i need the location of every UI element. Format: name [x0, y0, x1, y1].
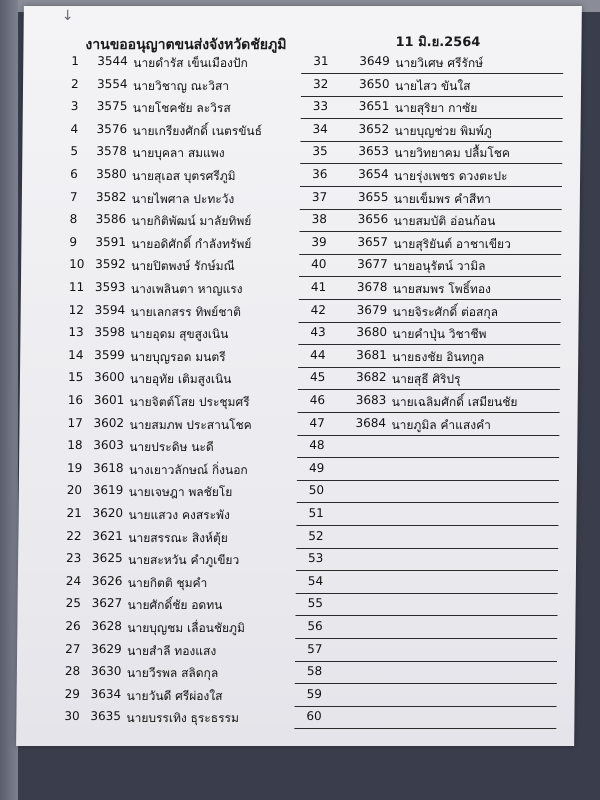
row-code: 3628	[91, 619, 123, 633]
list-row	[59, 73, 309, 97]
list-row	[59, 95, 309, 119]
pin-mark-icon: ↓	[61, 8, 74, 24]
row-number: 57	[307, 641, 323, 656]
row-code: 3654	[358, 167, 389, 181]
list-row	[58, 140, 308, 164]
list-row	[55, 434, 305, 458]
row-name: นายบุญรอด มนตรี	[130, 349, 226, 364]
list-row	[58, 186, 308, 210]
row-name: นายสุริยันต์ อาชาเขียว	[393, 236, 511, 251]
row-number: 17	[67, 415, 83, 430]
row-name: นายธงชัย อินทกูล	[392, 349, 485, 364]
row-code: 3586	[95, 212, 127, 227]
row-name: นายประดิษ นะดี	[129, 440, 214, 455]
row-number: 24	[65, 573, 82, 588]
list-row	[300, 163, 562, 187]
row-code: 3576	[96, 121, 128, 136]
row-number: 34	[312, 121, 328, 136]
row-number: 7	[69, 189, 78, 204]
row-code: 3629	[91, 641, 122, 656]
row-code: 3679	[356, 302, 388, 317]
row-name: นายเลกสรร ทิพย์ชาติ	[130, 304, 241, 319]
row-name: นางเยาวลักษณ์ กิ่งนอก	[128, 462, 248, 477]
list-row	[55, 479, 305, 503]
row-code: 3677	[357, 257, 388, 272]
row-number: 22	[66, 528, 82, 543]
list-row	[299, 299, 561, 323]
row-code: 3649	[359, 54, 390, 68]
row-number: 19	[66, 460, 83, 475]
row-code: 3594	[94, 302, 126, 317]
row-code: 3582	[95, 189, 127, 204]
row-code: 3680	[356, 325, 388, 340]
list-row	[300, 140, 562, 164]
list-row	[53, 638, 303, 662]
list-row	[58, 118, 308, 142]
row-number: 46	[309, 393, 326, 407]
row-code: 3580	[96, 167, 127, 181]
row-name: นายเข็มพร คำสีทา	[393, 191, 492, 206]
row-name: นายไพศาล ปะทะวัง	[131, 191, 235, 206]
row-number: 40	[311, 257, 327, 272]
row-name: นายสมภพ ประสานโชค	[129, 417, 252, 432]
list-row	[299, 276, 561, 300]
row-underline	[294, 728, 556, 729]
row-number: 18	[67, 438, 83, 453]
list-row	[298, 321, 560, 345]
list-row	[53, 683, 303, 707]
row-name: นายสำลี ทองแสง	[127, 643, 217, 658]
row-name: นายเฉลิมศักดิ์ เสมียนชัย	[391, 395, 518, 409]
row-name: นายอนุรัตน์ วามิล	[393, 259, 486, 274]
row-number: 29	[64, 686, 81, 701]
list-row	[301, 50, 563, 74]
list-row	[297, 412, 559, 436]
row-number: 10	[69, 257, 85, 272]
row-name: นายบรรเทิง ธุระธรรม	[126, 711, 240, 726]
row-code: 3575	[96, 99, 128, 114]
row-code: 3625	[92, 551, 123, 566]
list-row	[52, 705, 302, 729]
row-code: 3603	[93, 438, 124, 453]
list-row	[297, 479, 559, 503]
row-code: 3554	[96, 76, 128, 91]
row-number: 15	[67, 370, 84, 385]
list-row	[57, 299, 307, 323]
row-number: 32	[312, 76, 329, 91]
list-row	[300, 186, 562, 210]
row-number: 9	[69, 234, 78, 249]
list-row	[57, 276, 307, 300]
list-row	[295, 683, 557, 707]
row-code: 3627	[91, 596, 123, 611]
list-row	[299, 253, 561, 277]
row-code: 3652	[358, 121, 390, 136]
row-name: นายสมบัติ อ่อนก้อน	[393, 214, 496, 229]
row-number: 3	[70, 99, 79, 114]
row-code: 3681	[356, 347, 387, 362]
row-name: นายสุเอส บุตรศรีภูมิ	[132, 169, 236, 183]
row-code: 3657	[357, 234, 389, 249]
row-code: 3599	[94, 347, 125, 362]
row-number: 27	[65, 641, 81, 656]
list-row	[56, 344, 306, 368]
list-row	[56, 389, 306, 413]
row-name: นายเจษฎา พลชัยโย	[128, 485, 233, 500]
row-number: 58	[306, 664, 323, 679]
row-number: 45	[309, 370, 326, 385]
list-row	[54, 525, 304, 549]
row-code: 3598	[94, 325, 126, 340]
row-code: 3682	[355, 370, 387, 385]
list-row	[298, 344, 560, 368]
list-row	[55, 412, 305, 436]
row-number: 21	[66, 506, 82, 520]
row-name: นายสะหวัน คำภูเขียว	[127, 553, 240, 568]
row-code: 3620	[92, 506, 124, 520]
row-code: 3626	[91, 573, 123, 588]
list-row	[300, 208, 562, 232]
list-row	[295, 660, 557, 684]
row-code: 3634	[90, 686, 122, 701]
row-number: 12	[68, 302, 85, 317]
row-number: 59	[306, 686, 323, 701]
list-row	[53, 615, 303, 639]
row-number: 16	[67, 393, 84, 407]
row-name: นายแสวง คงสระพัง	[128, 508, 230, 522]
row-name: นายโชคชัย ละวิรส	[132, 101, 231, 116]
row-number: 41	[310, 280, 327, 294]
list-row	[53, 660, 303, 684]
row-name: นายสุธี ศิริปรุ	[391, 372, 461, 387]
row-number: 6	[70, 167, 78, 181]
row-code: 3656	[357, 212, 389, 227]
list-row	[300, 118, 562, 142]
row-number: 48	[309, 438, 325, 453]
row-name: นายศักดิ์ชัย อดทน	[127, 598, 223, 613]
row-code: 3578	[96, 144, 127, 159]
row-number: 49	[308, 460, 325, 475]
row-number: 1	[71, 54, 80, 68]
row-number: 55	[307, 596, 323, 611]
row-number: 35	[312, 144, 328, 159]
list-row	[56, 321, 306, 345]
list-row	[56, 366, 306, 390]
list-row	[295, 615, 557, 639]
row-number: 39	[311, 234, 327, 249]
row-number: 44	[310, 347, 326, 362]
row-number: 5	[70, 144, 79, 159]
row-number: 54	[307, 573, 324, 588]
row-number: 36	[312, 167, 328, 181]
row-code: 3653	[358, 144, 389, 159]
row-number: 50	[308, 483, 325, 498]
row-name: นางเพลินตา หาญแรง	[130, 282, 243, 296]
row-name: นายไสว ขันใส	[394, 78, 471, 93]
row-name: นายสุริยา กาซัย	[394, 101, 478, 116]
row-name: นายบุญช่วย พิมพ์ภู	[394, 123, 492, 138]
list-row	[54, 547, 304, 571]
row-name: นายวิชาญ ณะวิสา	[132, 78, 230, 93]
document-date: 11 มิ.ย.2564	[395, 35, 481, 50]
row-number: 60	[306, 709, 322, 724]
list-row	[54, 502, 304, 526]
row-number: 14	[68, 347, 84, 362]
row-name: นายสรรณะ สิงห์ตุ้ย	[128, 530, 228, 545]
row-name: นายปิตพงษ์ รักษ์มณี	[131, 259, 235, 274]
row-number: 25	[65, 596, 81, 611]
row-number: 42	[310, 302, 327, 317]
row-name: นายเกรียงศักดิ์ เนตรขันธ์	[132, 123, 263, 138]
row-number: 11	[68, 280, 85, 294]
row-number: 53	[308, 551, 324, 566]
row-code: 3618	[92, 460, 124, 475]
row-number: 52	[308, 528, 324, 543]
row-name: นายภูมิล คำแสงคำ	[391, 417, 491, 432]
list-row	[58, 208, 308, 232]
list-row	[297, 457, 559, 481]
list-row	[57, 253, 307, 277]
row-code: 3635	[90, 709, 122, 724]
row-name: นายวีรพล สลิดกุล	[126, 666, 219, 681]
row-name: นายกิติพัฒน์ มาลัยทิพย์	[131, 214, 252, 229]
list-row	[55, 457, 305, 481]
list-row	[298, 366, 560, 390]
list-row	[295, 592, 557, 616]
row-name: นายรุ่งเพชร ดวงตะปะ	[394, 169, 508, 183]
row-code: 3655	[357, 189, 389, 204]
row-number: 38	[311, 212, 327, 227]
row-code: 3683	[355, 393, 387, 407]
row-code: 3684	[355, 415, 387, 430]
row-code: 3650	[358, 76, 390, 91]
row-name: นายอดิศักดิ์ กำลังทรัพย์	[131, 236, 252, 251]
list-row	[59, 50, 309, 74]
row-name: นายสมพร โพธิ์ทอง	[392, 282, 492, 296]
row-number: 43	[310, 325, 326, 340]
list-row	[57, 231, 307, 255]
row-number: 51	[308, 506, 324, 520]
list-row	[296, 547, 558, 571]
row-number: 26	[65, 619, 81, 633]
list-row	[295, 638, 557, 662]
row-number: 8	[69, 212, 78, 227]
document-title: งานขออนุญาตขนส่งจังหวัดชัยภูมิ	[85, 37, 287, 53]
row-name: นายจิระศักดิ์ ต่อสกุล	[392, 304, 499, 319]
row-number: 28	[64, 664, 81, 679]
document-page	[16, 6, 582, 746]
list-row	[301, 73, 563, 97]
row-number: 20	[66, 483, 83, 498]
list-row	[294, 705, 556, 729]
list-row	[296, 502, 558, 526]
row-name: นายบุญชม เลื่อนชัยภูมิ	[127, 621, 245, 635]
row-name: นายบุคลา สมแพง	[132, 146, 225, 161]
list-row	[58, 163, 308, 187]
row-code: 3600	[93, 370, 125, 385]
row-number: 47	[309, 415, 325, 430]
row-code: 3651	[358, 99, 390, 114]
row-number: 56	[307, 619, 323, 633]
row-name: นายคำปุ่น วิชาชีพ	[392, 327, 487, 342]
list-row	[297, 434, 559, 458]
row-name: นายจิตต์โสย ประชุมศรี	[129, 395, 250, 409]
list-row	[296, 570, 558, 594]
row-code: 3630	[90, 664, 122, 679]
row-name: นายอุดม สุขสูงเนิน	[130, 327, 229, 342]
row-code: 3678	[356, 280, 388, 294]
row-name: นายวิทยาคม ปลื้มโชค	[394, 146, 511, 161]
row-code: 3621	[92, 528, 123, 543]
row-code: 3544	[97, 54, 128, 68]
row-code: 3619	[92, 483, 124, 498]
row-number: 37	[311, 189, 328, 204]
row-number: 4	[70, 121, 79, 136]
row-code: 3601	[93, 393, 125, 407]
list-row	[296, 525, 558, 549]
desk-background-left	[0, 0, 18, 800]
row-number: 2	[70, 76, 79, 91]
row-number: 23	[66, 551, 82, 566]
list-row	[54, 570, 304, 594]
row-name: นายดำรัส เข็นเมืองปัก	[133, 56, 248, 70]
row-code: 3592	[95, 257, 126, 272]
list-row	[301, 95, 563, 119]
row-name: นายกิตติ ชุมคำ	[127, 575, 208, 590]
row-code: 3591	[95, 234, 127, 249]
row-number: 33	[312, 99, 329, 114]
row-number: 13	[68, 325, 84, 340]
row-code: 3593	[94, 280, 126, 294]
list-row	[53, 592, 303, 616]
row-name: นายอุทัย เติมสูงเนิน	[129, 372, 232, 387]
list-row	[299, 231, 561, 255]
list-row	[298, 389, 560, 413]
row-number: 30	[64, 709, 80, 724]
row-code: 3602	[93, 415, 125, 430]
row-number: 31	[313, 54, 329, 68]
row-name: นายวันดี ศรีผ่องใส	[126, 688, 223, 703]
row-name: นายวิเศษ ศรีรักษ์	[395, 56, 484, 70]
